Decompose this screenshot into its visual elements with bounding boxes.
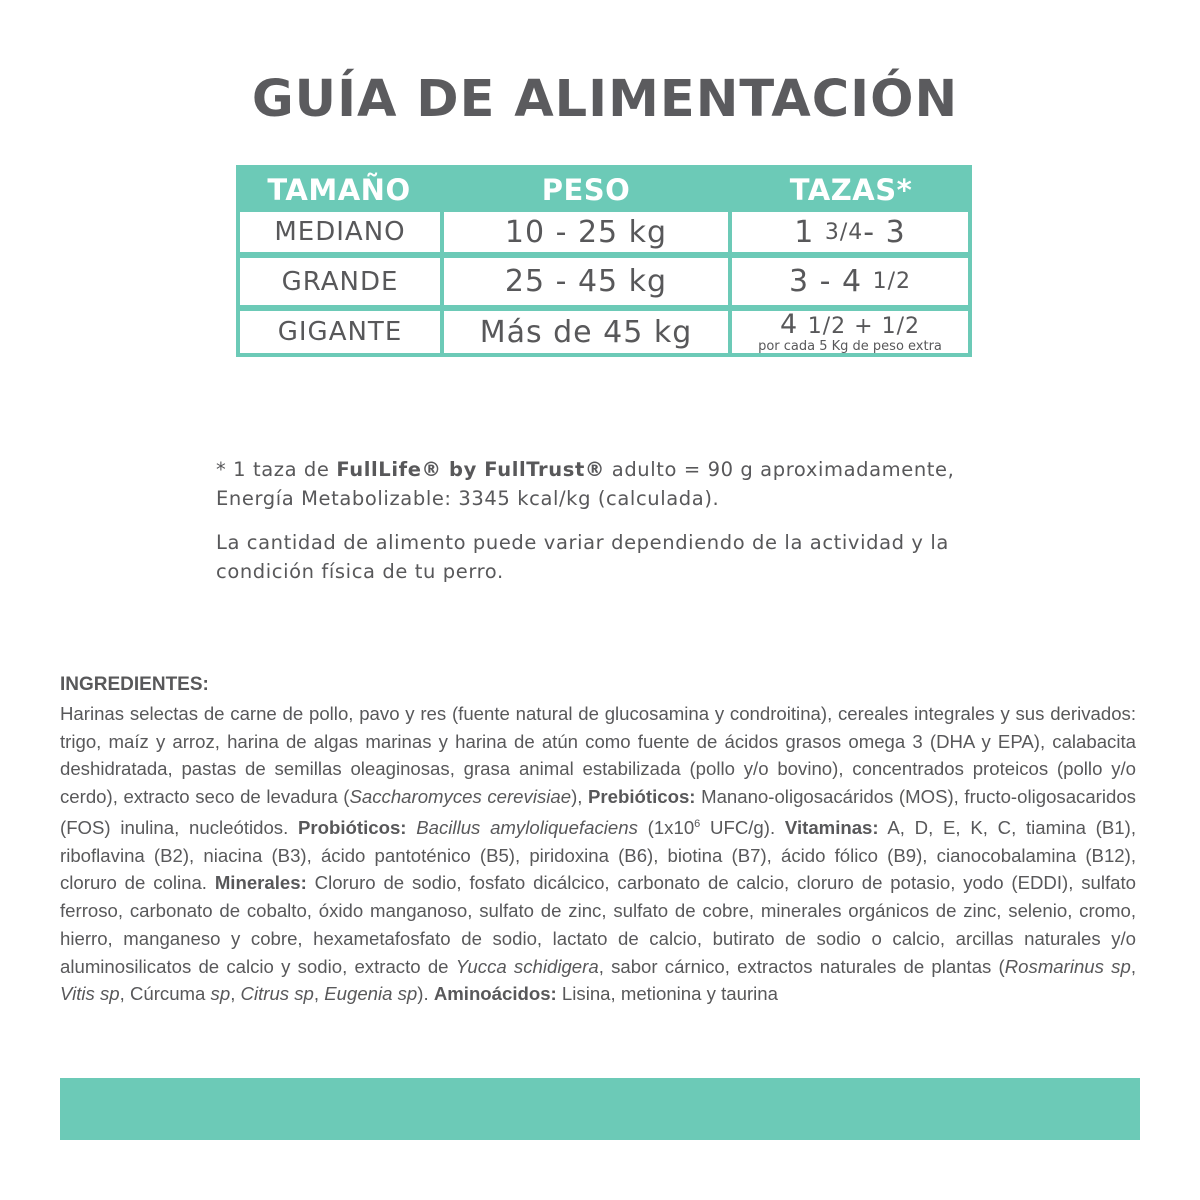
row-1-cups-frac: 3/4 [824, 219, 864, 245]
ingredients-segment: Bacillus amyloliquefaciens [416, 817, 638, 838]
row-3-cups-value [780, 311, 920, 338]
row-1-weight: 10 - 25 kg [444, 212, 728, 252]
ingredients-segment: 6 [694, 817, 701, 830]
header-weight: PESO [541, 173, 631, 207]
brand-name: FullLife® by FullTrust® [336, 458, 605, 481]
cup-note-prefix: * 1 taza de [216, 458, 337, 481]
ingredients-segment: Saccharomyces cerevisiae [349, 786, 572, 808]
row-1-cups [732, 212, 968, 252]
row-3-cups-main: 4 [779, 309, 799, 340]
ingredients-segment: Vitis sp [60, 983, 120, 1005]
row-1-size: MEDIANO [240, 212, 440, 252]
ingredients-segment: Minerales: [214, 872, 307, 894]
row-3-cups [732, 311, 968, 353]
ingredients-text [60, 700, 1136, 1008]
ingredients-segment: , Cúrcuma [119, 983, 211, 1005]
ingredients-segment: , sabor cárnico, extractos naturales de plantas ( [598, 955, 1005, 977]
footer-accent-bar [60, 1078, 1140, 1140]
row-3-weight: Más de 45 kg [444, 311, 728, 353]
ingredients-segment: A, D, E, K, C, tiamina (B1), riboflavina (B2), niacina (B3), ácido pantoténico (B5), piridoxina (B6), biotina (B7), ácido fólico (B9), cianocobalamina (B12), cloruro de colina. [60, 817, 1136, 894]
ingredients-segment: Citrus sp [240, 983, 314, 1005]
ingredients-title: INGREDIENTES: [60, 674, 209, 695]
ingredients-segment: Manano-oligosacáridos (MOS), fructo-oligosacaridos (FOS) inulina, nucleótidos. [60, 786, 1136, 838]
row-2-cups [732, 258, 968, 305]
activity-note: La cantidad de alimento puede variar dependiendo de la actividad y la condición física de tu perro. [216, 531, 949, 583]
feeding-table [236, 165, 972, 357]
feeding-notes [216, 455, 1036, 586]
ingredients-segment: (1x10 [637, 817, 695, 838]
header-size: TAMAÑO [267, 173, 411, 207]
header-cups: TAZAS* [789, 173, 913, 207]
ingredients-segment: , [1130, 955, 1136, 977]
ingredients-segment: Harinas selectas de carne de pollo, pavo y res (fuente natural de glucosamina y condroitina), cereales integrales y sus derivados: trigo, maíz y arroz, harina de algas marinas y harina de atún como fuente de ácidos grasos omega 3 (DHA y EPA), calabacita deshidratada, pastas de semillas oleaginosas, grasa animal estabilizada (pollo y/o bovino), concentrados proteicos (pollo y/o cerdo), extracto seco de levadura ( [60, 703, 1136, 808]
row-1-cups-main: 1 [794, 214, 815, 250]
ingredients-segment: , [313, 983, 325, 1005]
row-3-cups-frac: 1/2 + 1/2 [807, 314, 920, 339]
row-1-cups-rest: - 3 [863, 214, 906, 250]
page-title: GUÍA DE ALIMENTACIÓN [251, 70, 959, 129]
ingredients-segment: ). [417, 983, 434, 1005]
ingredients-segment: UFC/g). [700, 817, 785, 838]
row-2-size: GRANDE [240, 258, 440, 305]
ingredients-segment [407, 817, 417, 838]
ingredients-segment: Vitaminas: [784, 817, 879, 838]
row-3-cups-note: por cada 5 Kg de peso extra [758, 339, 942, 354]
row-3-size: GIGANTE [240, 311, 440, 353]
ingredients-segment: Eugenia sp [324, 983, 418, 1005]
row-2-cups-main: 3 - 4 [788, 264, 863, 299]
energy-note: Energía Metabolizable: 3345 kcal/kg (calculada). [216, 487, 720, 510]
ingredients-segment: Cloruro de sodio, fosfato dicálcico, carbonato de calcio, cloruro de potasio, yodo (EDDI), sulfato ferroso, carbonato de cobalto, óxido manganoso, sulfato de zinc, sulfato de cobre, minerales orgánicos de zinc, selenio, cromo, hierro, manganeso y cobre, hexametafosfato de sodio, lactato de calcio, butirato de sodio o calcio, arcillas naturales y/o aluminosilicatos de calcio y sodio, extracto de [60, 872, 1136, 977]
ingredients-segment: Aminoácidos: [433, 983, 557, 1005]
ingredients-segment: Probióticos: [298, 817, 407, 838]
row-2-cups-frac: 1/2 [872, 269, 912, 294]
ingredients-segment: Lisina, metionina y taurina [556, 983, 778, 1005]
row-2-weight: 25 - 45 kg [444, 258, 728, 305]
ingredients-segment: sp [210, 983, 231, 1005]
ingredients-segment: Yucca schidigera [455, 955, 599, 977]
ingredients-segment: ), [571, 786, 589, 808]
ingredients-segment: Rosmarinus sp [1004, 955, 1131, 977]
cup-note [216, 455, 1036, 513]
ingredients-segment: Prebióticos: [588, 786, 696, 808]
ingredients-segment: , [230, 983, 241, 1005]
cup-note-suffix: adulto = 90 g aproximadamente, [604, 458, 955, 481]
